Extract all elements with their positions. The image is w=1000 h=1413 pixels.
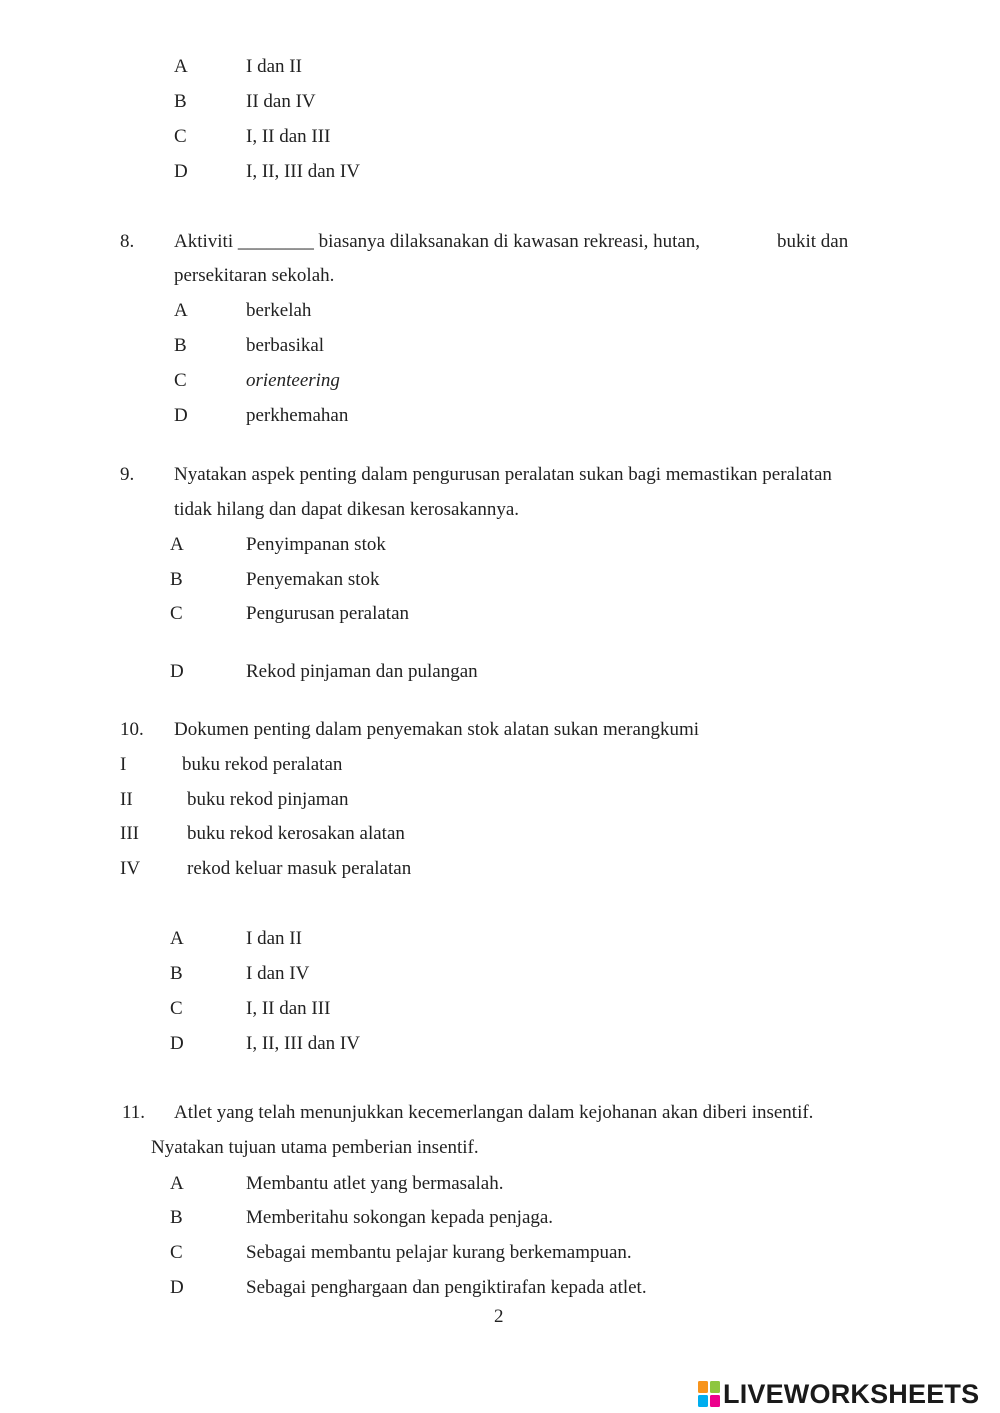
option-letter: A — [170, 928, 184, 949]
option-letter: D — [174, 161, 188, 182]
question-text: Nyatakan tujuan utama pemberian insentif. — [151, 1137, 479, 1158]
option-text: perkhemahan — [246, 405, 349, 426]
option-text: I, II, III dan IV — [246, 161, 360, 182]
option-letter: A — [174, 56, 188, 77]
question-text: bukit dan — [777, 231, 849, 252]
question-number: 11. — [122, 1102, 146, 1123]
statement-text: rekod keluar masuk peralatan — [187, 858, 412, 879]
option-letter: C — [170, 603, 183, 624]
statement-text: buku rekod kerosakan alatan — [187, 823, 405, 844]
question-number: 9. — [120, 464, 135, 485]
question-text: Aktiviti ________ biasanya dilaksanakan di kawasan rekreasi, hutan, — [174, 231, 701, 252]
option-letter: A — [170, 1173, 184, 1194]
option-letter: B — [170, 1207, 183, 1228]
option-letter: A — [170, 534, 184, 555]
page-number: 2 — [494, 1306, 504, 1327]
option-text: I dan II — [246, 928, 302, 949]
option-letter: B — [170, 963, 183, 984]
option-text: Penyemakan stok — [246, 569, 380, 590]
statement-text: buku rekod pinjaman — [187, 789, 349, 810]
option-text: I dan IV — [246, 963, 310, 984]
option-text: I dan II — [246, 56, 302, 77]
option-text: Rekod pinjaman dan pulangan — [246, 661, 478, 682]
liveworksheets-logo-icon — [698, 1381, 720, 1407]
statement-roman: III — [120, 823, 139, 844]
option-letter: D — [170, 661, 184, 682]
option-text: I, II, III dan IV — [246, 1033, 360, 1054]
question-text: tidak hilang dan dapat dikesan kerosakannya. — [174, 499, 520, 520]
option-letter: D — [174, 405, 188, 426]
option-letter: B — [174, 335, 187, 356]
statement-text: buku rekod peralatan — [182, 754, 343, 775]
liveworksheets-wordmark: LIVEWORKSHEETS — [723, 1378, 980, 1409]
question-text: Nyatakan aspek penting dalam pengurusan peralatan sukan bagi memastikan peralatan — [174, 464, 832, 485]
statement-roman: II — [120, 789, 133, 810]
option-letter: D — [170, 1033, 184, 1054]
option-letter: A — [174, 300, 188, 321]
option-letter: B — [174, 91, 187, 112]
option-text: I, II dan III — [246, 126, 331, 147]
option-text: Pengurusan peralatan — [246, 603, 410, 624]
option-letter: C — [170, 1242, 183, 1263]
option-text: Penyimpanan stok — [246, 534, 386, 555]
option-text: orienteering — [246, 370, 340, 391]
question-text: Atlet yang telah menunjukkan kecemerlangan dalam kejohanan akan diberi insentif. — [174, 1102, 814, 1123]
option-text: berkelah — [246, 300, 312, 321]
liveworksheets-logo — [698, 1378, 979, 1410]
option-text: Sebagai membantu pelajar kurang berkemampuan. — [246, 1242, 632, 1263]
option-letter: C — [174, 126, 187, 147]
option-text: berbasikal — [246, 335, 325, 356]
option-text: I, II dan III — [246, 998, 331, 1019]
statement-roman: I — [120, 754, 127, 775]
option-text: II dan IV — [246, 91, 316, 112]
option-text: Membantu atlet yang bermasalah. — [246, 1173, 504, 1194]
option-text: Memberitahu sokongan kepada penjaga. — [246, 1207, 554, 1228]
option-letter: B — [170, 569, 183, 590]
question-number: 10. — [120, 719, 144, 740]
option-letter: C — [170, 998, 183, 1019]
option-text: Sebagai penghargaan dan pengiktirafan kepada atlet. — [246, 1277, 647, 1298]
question-text: Dokumen penting dalam penyemakan stok alatan sukan merangkumi — [174, 719, 699, 740]
option-letter: C — [174, 370, 187, 391]
statement-roman: IV — [120, 858, 141, 879]
question-number: 8. — [120, 231, 135, 252]
option-letter: D — [170, 1277, 184, 1298]
question-text: persekitaran sekolah. — [174, 265, 335, 286]
